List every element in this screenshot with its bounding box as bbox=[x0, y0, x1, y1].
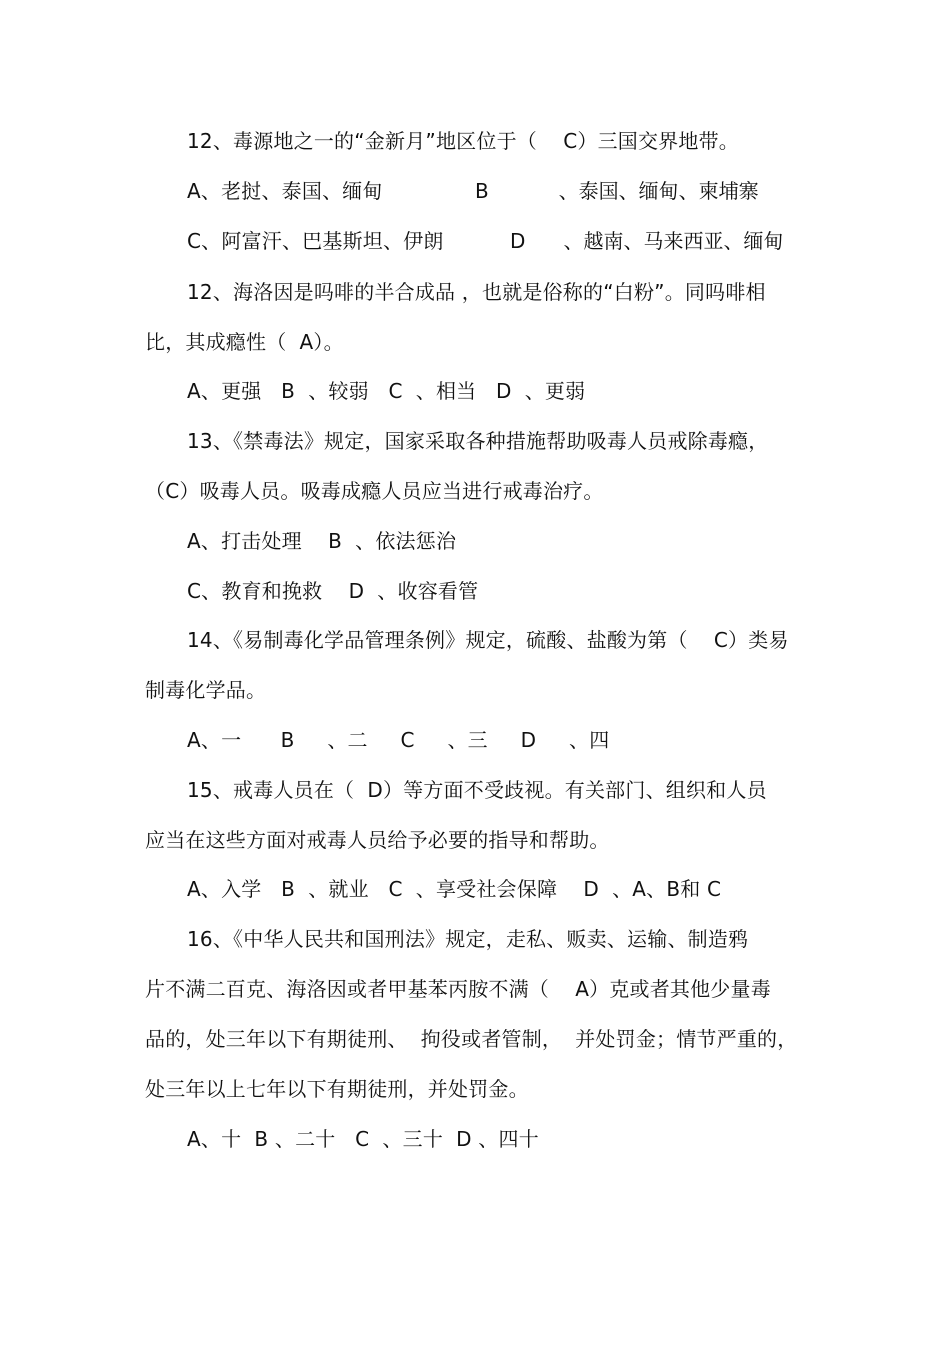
question-12b-options: A、更强 B 、较弱 C 、相当 D 、更弱 bbox=[187, 379, 586, 403]
question-13-stem-line2: （C）吸毒人员。吸毒成瘾人员应当进行戒毒治疗。 bbox=[145, 479, 604, 503]
question-16-options: A、十 B 、二十 C 、三十 D 、四十 bbox=[187, 1127, 539, 1151]
question-15-stem-line1: 15、戒毒人员在（ D）等方面不受歧视。有关部门、组织和人员 bbox=[187, 778, 767, 802]
question-14-stem-line1: 14、《易制毒化学品管理条例》规定，硫酸、盐酸为第（ C）类易 bbox=[187, 628, 789, 652]
question-13-options-cd: C、教育和挽救 D 、收容看管 bbox=[187, 579, 479, 603]
question-12-option-c: C、阿富汗、巴基斯坦、伊朗 bbox=[187, 229, 444, 253]
question-13-stem-line1: 13、《禁毒法》规定，国家采取各种措施帮助吸毒人员戒除毒瘾， bbox=[187, 429, 769, 453]
question-16-stem-line2: 片不满二百克、海洛因或者甲基苯丙胺不满（ A）克或者其他少量毒 bbox=[145, 977, 771, 1001]
question-16-stem-line4: 处三年以上七年以下有期徒刑，并处罚金。 bbox=[145, 1077, 529, 1101]
question-12-option-a: A、老挝、泰国、缅甸 bbox=[187, 179, 383, 203]
question-16-stem-line3: 品的，处三年以下有期徒刑、 拘役或者管制， 并处罚金；情节严重的， bbox=[145, 1027, 798, 1051]
question-15-stem-line2: 应当在这些方面对戒毒人员给予必要的指导和帮助。 bbox=[145, 828, 610, 852]
question-13-options-ab: A、打击处理 B 、依法惩治 bbox=[187, 529, 457, 553]
question-16-stem-line1: 16、《中华人民共和国刑法》规定，走私、贩卖、运输、制造鸦 bbox=[187, 927, 749, 951]
question-12b-stem-line1: 12、海洛因是吗啡的半合成品 ，也就是俗称的“白粉”。同吗啡相 bbox=[187, 280, 766, 304]
question-14-options: A、一 B 、二 C 、三 D 、四 bbox=[187, 728, 610, 752]
question-15-options: A、入学 B 、就业 C 、享受社会保障 D 、A、B和 C bbox=[187, 877, 722, 901]
question-12b-stem-line2: 比，其成瘾性（ A）。 bbox=[145, 330, 344, 354]
question-14-stem-line2: 制毒化学品。 bbox=[145, 678, 267, 702]
question-12-option-b: B 、泰国、缅甸、柬埔寨 bbox=[475, 179, 759, 203]
question-12-option-d: D 、越南、马来西亚、缅甸 bbox=[510, 229, 784, 253]
question-12-stem: 12、毒源地之一的“金新月”地区位于（ C）三国交界地带。 bbox=[187, 129, 739, 153]
